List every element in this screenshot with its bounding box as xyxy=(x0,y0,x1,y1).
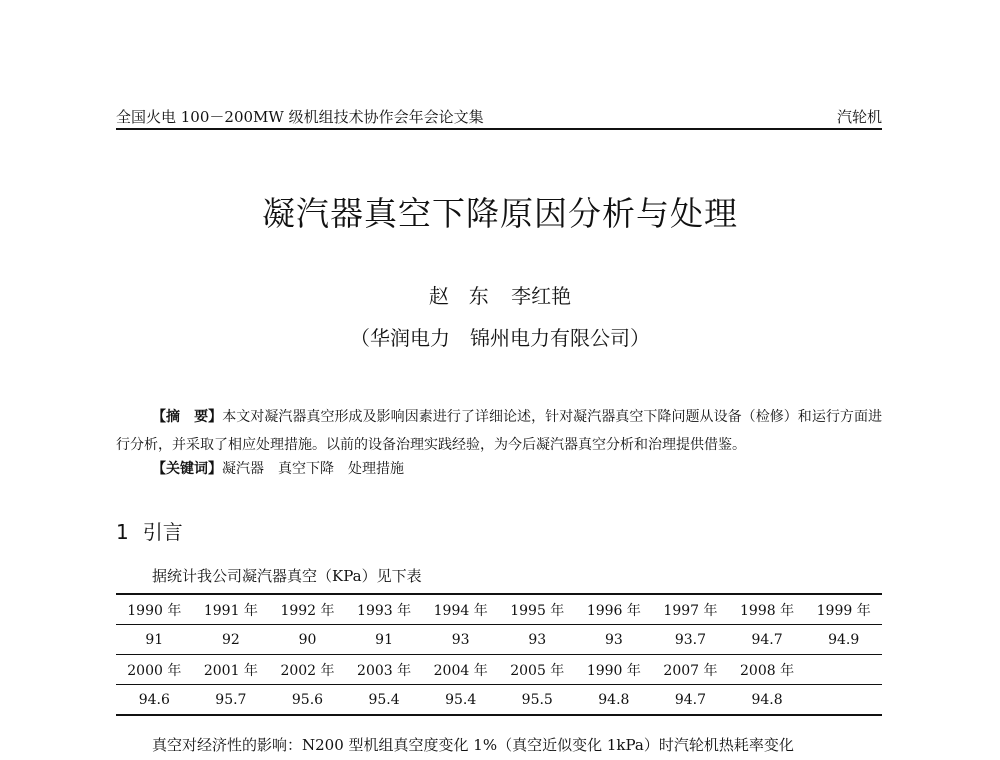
table-row xyxy=(116,685,882,716)
table-cell: 95.6 xyxy=(269,685,346,716)
table-cell: 1991 年 xyxy=(193,594,270,625)
table-cell: 2004 年 xyxy=(422,655,499,685)
table-cell: 91 xyxy=(346,625,423,655)
table-cell: 1996 年 xyxy=(576,594,653,625)
table-cell: 93 xyxy=(499,625,576,655)
table-cell: 95.5 xyxy=(499,685,576,716)
running-header-left: 全国火电 100－200MW 级机组技术协作会年会论文集 xyxy=(116,108,484,126)
table-cell: 95.4 xyxy=(346,685,423,716)
table-cell: 1995 年 xyxy=(499,594,576,625)
table-cell: 1992 年 xyxy=(269,594,346,625)
section-heading xyxy=(116,516,183,545)
section-number: 1 xyxy=(116,520,129,544)
table-cell: 2007 年 xyxy=(652,655,729,685)
table-cell: 94.9 xyxy=(805,625,882,655)
table-cell: 95.4 xyxy=(422,685,499,716)
table-cell xyxy=(805,685,882,716)
table-cell: 2003 年 xyxy=(346,655,423,685)
table-caption: 据统计我公司凝汽器真空（KPa）见下表 xyxy=(152,567,422,585)
abstract-label: 【摘 要】 xyxy=(152,409,223,425)
table-cell: 2008 年 xyxy=(729,655,806,685)
table-cell xyxy=(805,655,882,685)
table-cell: 94.8 xyxy=(576,685,653,716)
table-cell: 1997 年 xyxy=(652,594,729,625)
table-row xyxy=(116,625,882,655)
table-cell: 1990 年 xyxy=(576,655,653,685)
table-cell: 2005 年 xyxy=(499,655,576,685)
table-cell: 2000 年 xyxy=(116,655,193,685)
table-row xyxy=(116,655,882,685)
table-cell: 94.7 xyxy=(729,625,806,655)
table-cell: 94.8 xyxy=(729,685,806,716)
table-cell: 1994 年 xyxy=(422,594,499,625)
author-name: 李红艳 xyxy=(511,284,572,308)
table-cell: 93 xyxy=(576,625,653,655)
abstract-text: 本文对凝汽器真空形成及影响因素进行了详细论述，针对凝汽器真空下降问题从设备（检修）和运行方面进行分析，并采取了相应处理措施。以前的设备治理实践经验，为今后凝汽器真空分析和治理提供借鉴。 xyxy=(116,409,883,453)
table-cell: 1993 年 xyxy=(346,594,423,625)
table-cell: 1990 年 xyxy=(116,594,193,625)
abstract xyxy=(116,403,882,459)
table-cell: 2002 年 xyxy=(269,655,346,685)
table-cell: 93 xyxy=(422,625,499,655)
affiliation: （华润电力 锦州电力有限公司） xyxy=(350,326,650,350)
table-cell: 1999 年 xyxy=(805,594,882,625)
table-cell: 94.7 xyxy=(652,685,729,716)
table-cell: 92 xyxy=(193,625,270,655)
vacuum-data-table xyxy=(116,593,882,716)
keywords xyxy=(152,458,404,478)
author-name: 赵 东 xyxy=(428,284,489,308)
keywords-text: 凝汽器 真空下降 处理措施 xyxy=(222,461,404,477)
header-rule xyxy=(116,128,882,130)
keywords-label: 【关键词】 xyxy=(152,461,222,477)
table-cell: 1998 年 xyxy=(729,594,806,625)
paper-title: 凝汽器真空下降原因分析与处理 xyxy=(262,194,738,233)
table-cell: 93.7 xyxy=(652,625,729,655)
table-row xyxy=(116,594,882,625)
table-cell: 95.7 xyxy=(193,685,270,716)
running-header-right: 汽轮机 xyxy=(836,108,882,126)
authors xyxy=(0,280,1000,309)
table-cell: 91 xyxy=(116,625,193,655)
section-title: 引言 xyxy=(142,520,183,544)
table-cell: 94.6 xyxy=(116,685,193,716)
table-cell: 90 xyxy=(269,625,346,655)
table-cell: 2001 年 xyxy=(193,655,270,685)
body-text: 真空对经济性的影响：N200 型机组真空度变化 1%（真空近似变化 1kPa）时汽轮机热耗率变化 xyxy=(152,736,794,754)
